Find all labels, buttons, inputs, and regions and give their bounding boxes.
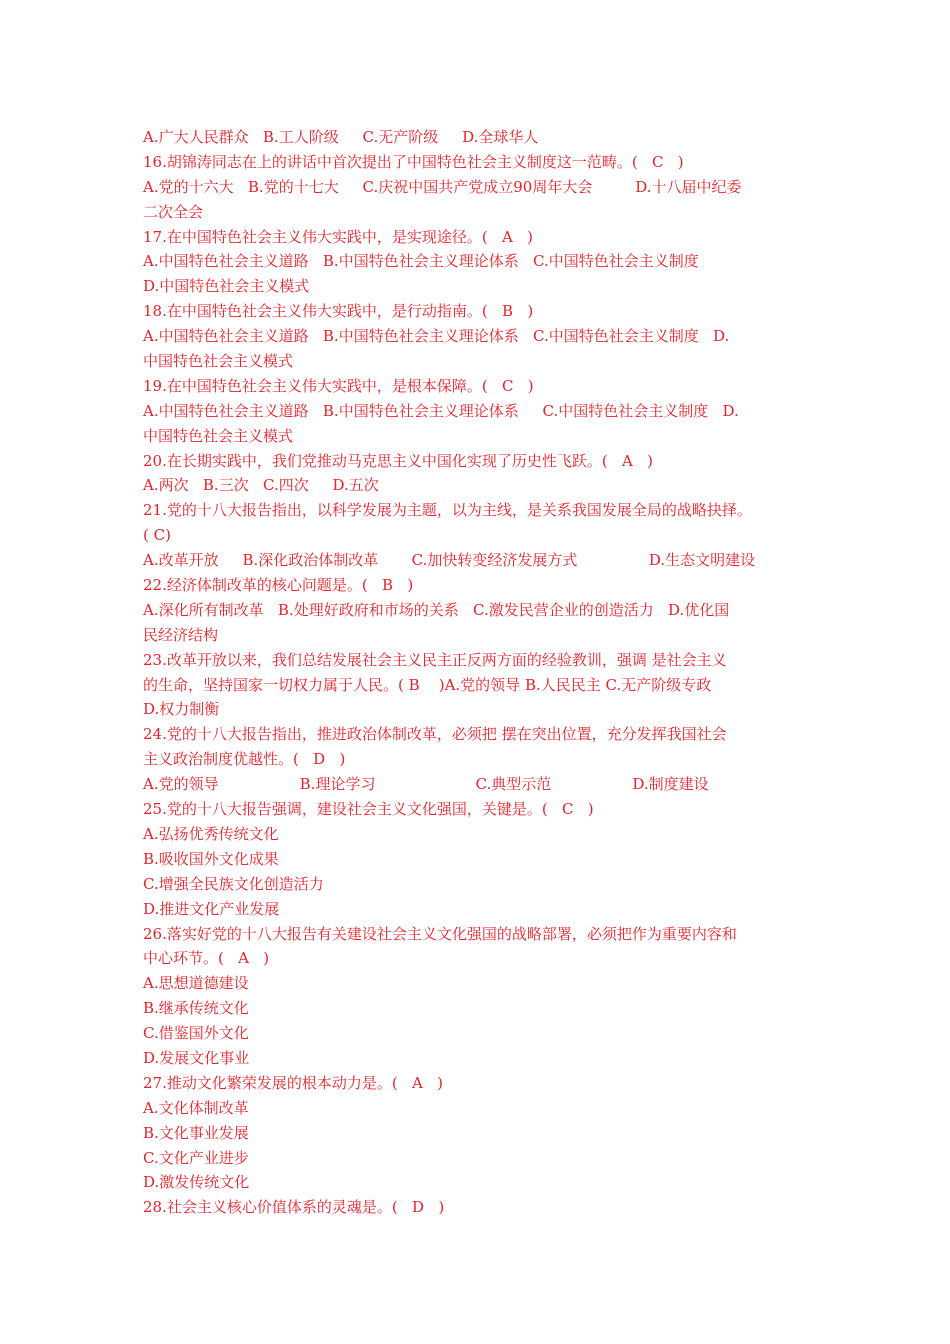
text-line: 中心环节。( A ) (143, 949, 270, 968)
text-line: 20.在长期实践中，我们党推动马克思主义中国化实现了历史性飞跃。( A ) (143, 451, 654, 470)
text-line: 25.党的十八大报告强调，建设社会主义文化强国，关键是。( C ) (143, 800, 594, 819)
text-line: B.吸收国外文化成果 (143, 849, 279, 868)
text-line: C.文化产业进步 (143, 1148, 249, 1167)
text-line: A.广大人民群众 B.工人阶级 C.无产阶级 D.全球华人 (143, 128, 539, 146)
text-line: 19.在中国特色社会主义伟大实践中，是根本保障。( C ) (143, 376, 534, 395)
text-line: 18.在中国特色社会主义伟大实践中，是行动指南。( B ) (143, 302, 534, 321)
text-line: D.激发传统文化 (143, 1173, 250, 1192)
text-line: A.中国特色社会主义道路 B.中国特色社会主义理论体系 C.中国特色社会主义制度 (143, 252, 699, 271)
text-line: D.中国特色社会主义模式 (143, 277, 310, 296)
text-line: A.思想道德建设 (143, 974, 249, 993)
text-line: B.文化事业发展 (143, 1123, 249, 1142)
text-line: A.中国特色社会主义道路 B.中国特色社会主义理论体系 C.中国特色社会主义制度 D. (143, 401, 739, 420)
text-line: 26.落实好党的十八大报告有关建设社会主义文化强国的战略部署，必须把作为重要内容和 (143, 924, 737, 943)
text-line: 21.党的十八大报告指出，以科学发展为主题，以为主线，是关系我国发展全局的战略抉择。 (143, 501, 752, 520)
text-line: C.增强全民族文化创造活力 (143, 874, 324, 893)
text-line: 24.党的十八大报告指出，推进政治体制改革，必须把 摆在突出位置，充分发挥我国社会 (143, 725, 727, 744)
text-line: 中国特色社会主义模式 (143, 352, 294, 371)
text-line: 23.改革开放以来，我们总结发展社会主义民主正反两方面的经验教训，强调 是社会主义 (143, 650, 727, 669)
text-line: A.深化所有制改革 B.处理好政府和市场的关系 C.激发民营企业的创造活力 D.优化国 (143, 600, 730, 619)
document-body (143, 125, 823, 1220)
text-line: C.借鉴国外文化 (143, 1024, 249, 1043)
text-line: 16.胡锦涛同志在上的讲话中首次提出了中国特色社会主义制度这一范畴。( C ) (143, 152, 684, 171)
text-line: D.推进文化产业发展 (143, 899, 280, 918)
text-line: 中国特色社会主义模式 (143, 426, 294, 445)
text-line: ( C) (143, 526, 171, 545)
text-line: 22.经济体制改革的核心问题是。( B ) (143, 576, 414, 595)
text-line: 17.在中国特色社会主义伟大实践中，是实现途径。( A ) (143, 227, 534, 246)
text-line: 主义政治制度优越性。( D ) (143, 750, 346, 769)
text-line: 二次全会 (143, 202, 204, 221)
text-line: A.弘扬优秀传统文化 (143, 824, 279, 843)
text-line: A.两次 B.三次 C.四次 D.五次 (143, 476, 379, 495)
text-line: 民经济结构 (143, 625, 219, 644)
text-line: A.改革开放 B.深化政治体制改革 C.加快转变经济发展方式 D.生态文明建设 (143, 551, 756, 570)
text-line: A.中国特色社会主义道路 B.中国特色社会主义理论体系 C.中国特色社会主义制度 D. (143, 327, 730, 346)
text-line: A.党的领导 B.理论学习 C.典型示范 D.制度建设 (143, 775, 709, 794)
text-line: 的生命，坚持国家一切权力属于人民。( B )A.党的领导 B.人民民主 C.无产阶级专政 (143, 675, 712, 694)
text-line: A.党的十六大 B.党的十七大 C.庆祝中国共产党成立90周年大会 D.十八届中纪委 (143, 177, 742, 196)
text-line: B.继承传统文化 (143, 999, 249, 1018)
text-line: 28.社会主义核心价值体系的灵魂是。( D ) (143, 1198, 445, 1217)
text-line: D.权力制衡 (143, 700, 220, 719)
text-line: 27.推动文化繁荣发展的根本动力是。( A ) (143, 1073, 444, 1092)
text-line: A.文化体制改革 (143, 1098, 249, 1117)
text-line: D.发展文化事业 (143, 1048, 250, 1067)
